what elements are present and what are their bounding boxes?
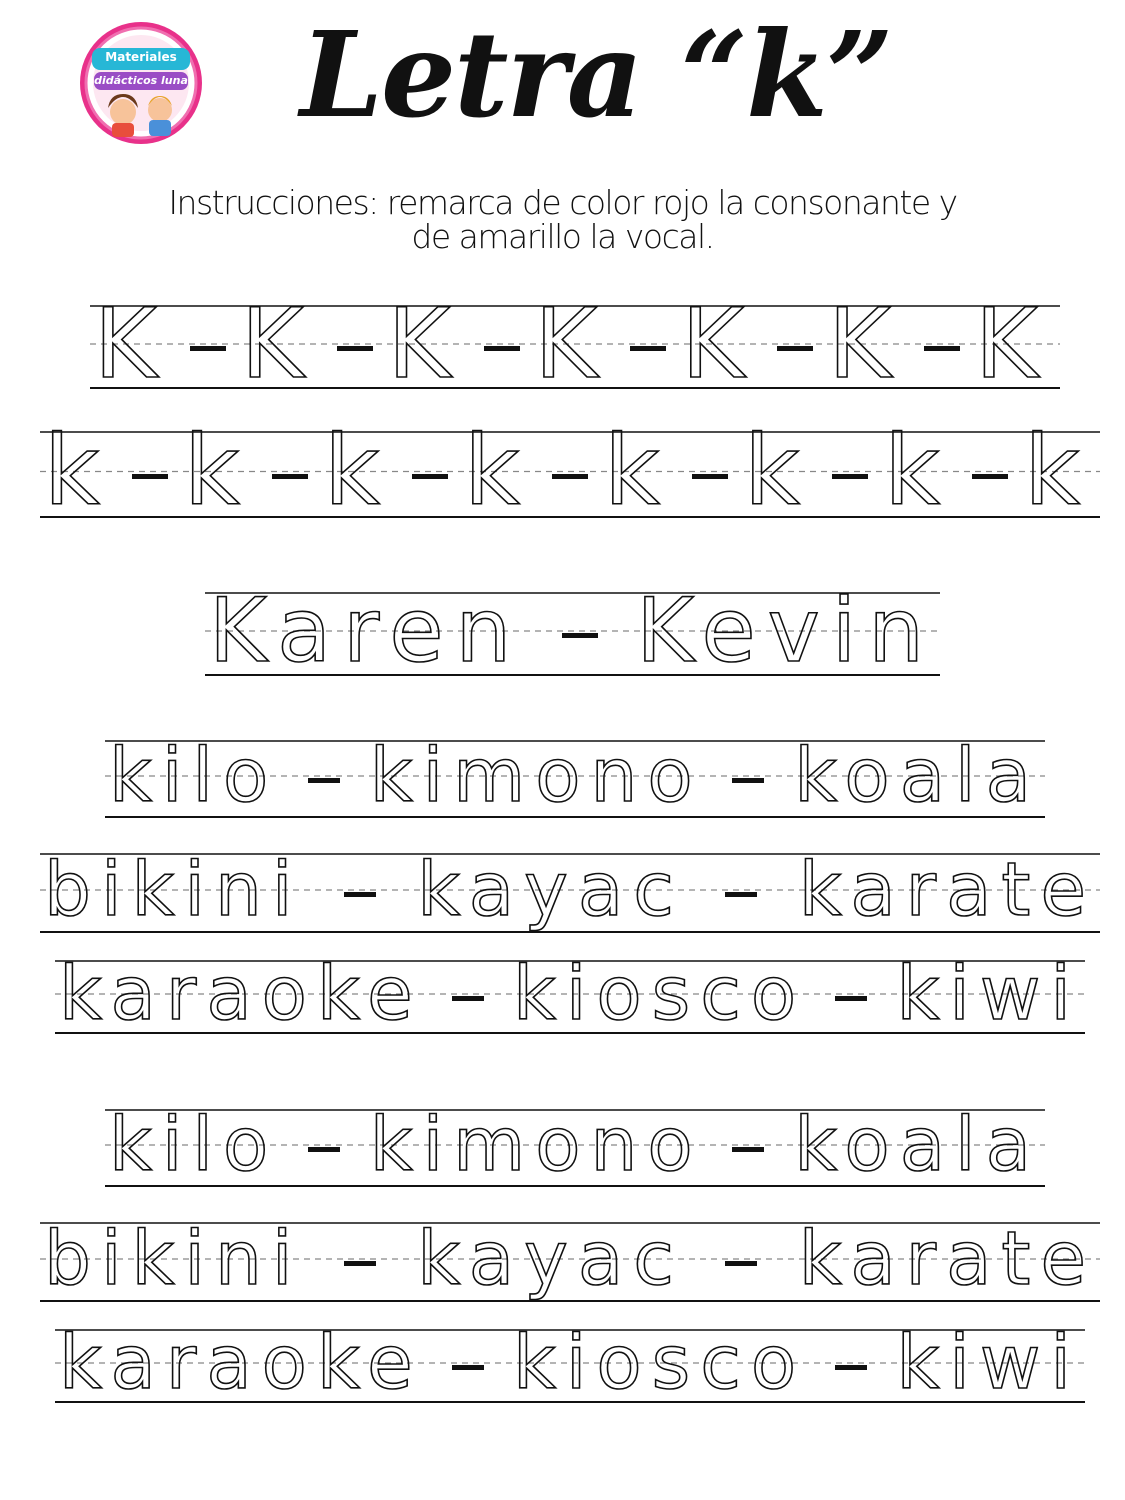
traceable-word[interactable]: kiwi [896, 951, 1081, 1037]
traceable-word[interactable]: kilo [109, 1102, 279, 1188]
word-separator-dash [337, 346, 373, 351]
traceable-word[interactable]: k [744, 415, 816, 527]
word-separator-dash [190, 346, 226, 351]
word-separator-dash [924, 346, 960, 351]
word-separator-dash [344, 892, 376, 897]
traceable-word[interactable]: kilo [109, 733, 279, 819]
traceable-word[interactable]: karaoke [59, 1320, 423, 1406]
word-separator-dash [562, 633, 598, 638]
logo [78, 20, 204, 146]
tracing-word-line [209, 579, 936, 682]
tracing-row [40, 415, 1100, 527]
tracing-row [40, 846, 1100, 934]
traceable-word[interactable]: koala [794, 733, 1041, 819]
word-separator-dash [452, 996, 484, 1001]
word-separator-dash [132, 474, 168, 479]
tracing-word-line [109, 1102, 1041, 1188]
tracing-row [40, 1215, 1100, 1303]
tracing-row [90, 288, 1060, 400]
tracing-row [105, 733, 1045, 819]
traceable-word[interactable]: bikini [44, 1216, 303, 1302]
traceable-word[interactable]: K [681, 288, 763, 400]
word-separator-dash [732, 778, 764, 783]
word-separator-dash [777, 346, 813, 351]
word-separator-dash [832, 474, 868, 479]
word-separator-dash [272, 474, 308, 479]
word-separator-dash [972, 474, 1008, 479]
traceable-word[interactable]: K [828, 288, 910, 400]
traceable-word[interactable]: karate [798, 1216, 1096, 1302]
traceable-word[interactable]: K [94, 288, 175, 400]
traceable-word[interactable]: kimono [369, 1102, 703, 1188]
traceable-word[interactable]: K [387, 288, 469, 400]
instructions [60, 183, 1065, 256]
word-separator-dash [725, 892, 757, 897]
traceable-word[interactable]: kimono [369, 733, 703, 819]
word-separator-dash [344, 1261, 376, 1266]
traceable-word[interactable]: kayac [417, 847, 684, 933]
word-separator-dash [692, 474, 728, 479]
traceable-word[interactable]: karaoke [59, 951, 423, 1037]
word-separator-dash [484, 346, 520, 351]
tracing-word-line [109, 733, 1041, 819]
instructions-line2: de amarillo la vocal. [411, 217, 714, 256]
word-separator-dash [452, 1365, 484, 1370]
tracing-row [105, 1102, 1045, 1188]
traceable-word[interactable]: kiwi [896, 1320, 1081, 1406]
traceable-word[interactable]: k [44, 415, 116, 527]
traceable-word[interactable]: k [464, 415, 536, 527]
traceable-word[interactable]: Karen [209, 579, 524, 682]
traceable-word[interactable]: k [184, 415, 256, 527]
word-separator-dash [552, 474, 588, 479]
traceable-word[interactable]: k [884, 415, 956, 527]
tracing-row [205, 579, 940, 682]
traceable-word[interactable]: k [604, 415, 676, 527]
tracing-row [55, 1322, 1085, 1404]
traceable-word[interactable]: koala [794, 1102, 1041, 1188]
word-separator-dash [725, 1261, 757, 1266]
traceable-word[interactable]: kiosco [512, 951, 807, 1037]
logo-text-line1: Materiales [105, 50, 177, 64]
traceable-word[interactable]: karate [798, 847, 1096, 933]
traceable-word[interactable]: bikini [44, 847, 303, 933]
traceable-word[interactable]: K [240, 288, 322, 400]
page-title: Letra “k” [300, 5, 892, 144]
tracing-word-line [59, 1322, 1081, 1404]
traceable-word[interactable]: Kevin [636, 579, 936, 682]
traceable-word[interactable]: K [974, 288, 1056, 400]
tracing-row [55, 953, 1085, 1035]
word-separator-dash [308, 778, 340, 783]
word-separator-dash [630, 346, 666, 351]
tracing-word-line [44, 415, 1096, 527]
tracing-word-line [59, 953, 1081, 1035]
word-separator-dash [412, 474, 448, 479]
traceable-word[interactable]: K [534, 288, 616, 400]
tracing-word-line [44, 1215, 1096, 1303]
word-separator-dash [835, 996, 867, 1001]
instructions-line1: Instrucciones: remarca de color rojo la consonante y [168, 183, 957, 222]
word-separator-dash [732, 1147, 764, 1152]
word-separator-dash [835, 1365, 867, 1370]
word-separator-dash [308, 1147, 340, 1152]
traceable-word[interactable]: k [1024, 415, 1096, 527]
tracing-word-line [44, 846, 1096, 934]
logo-text-line2: didácticos luna [94, 74, 188, 87]
traceable-word[interactable]: kiosco [512, 1320, 807, 1406]
traceable-word[interactable]: k [324, 415, 396, 527]
tracing-word-line [94, 288, 1056, 400]
traceable-word[interactable]: kayac [417, 1216, 684, 1302]
